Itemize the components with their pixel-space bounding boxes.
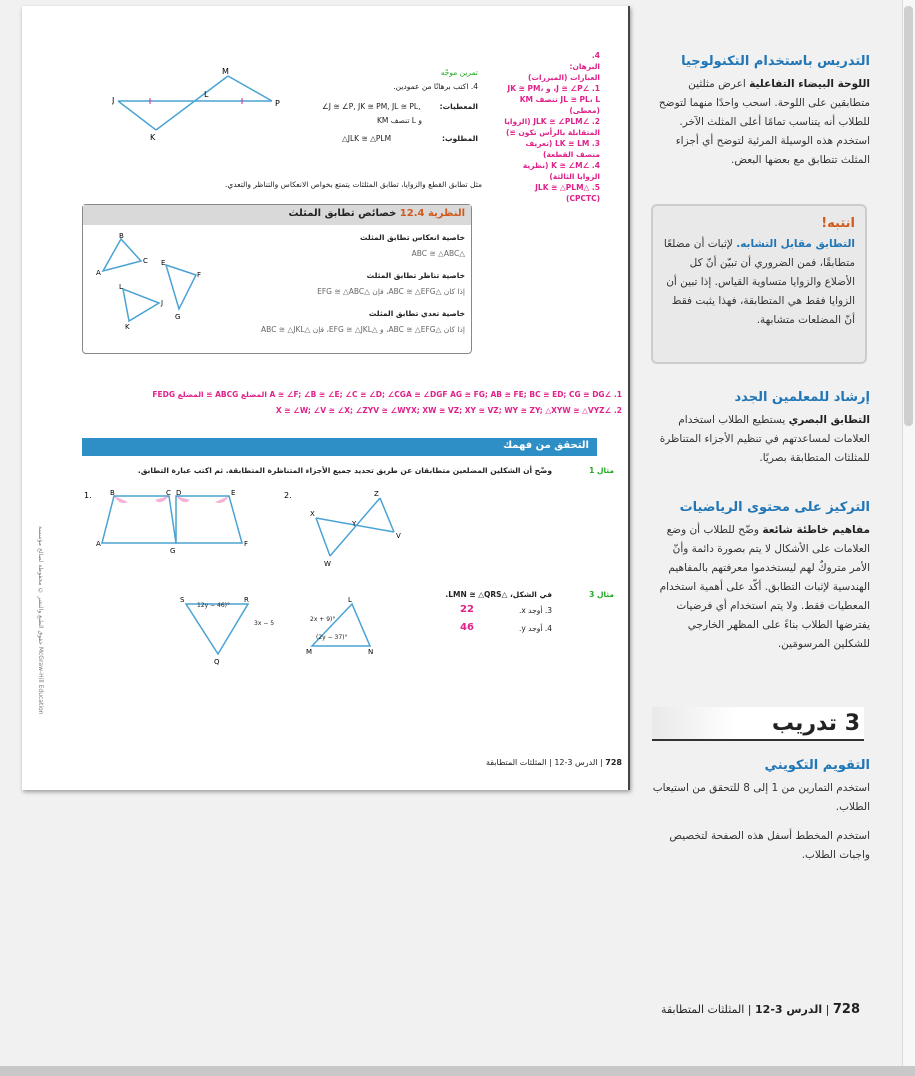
svg-text:J: J <box>112 96 115 105</box>
example-1-label: مثال 1 <box>589 466 614 475</box>
answer-line: 2. ∠JLK ≅ ∠PLM (الزوايا المتقابلة بالرأس تكون ≅) <box>504 117 600 137</box>
example-3-label: مثال 3 <box>589 590 614 599</box>
answer-2: 2. ∠X ≅ ∠W; ∠V ≅ ∠X; ∠ZYV ≅ ∠WYX; XW ≅ VZ; XY ≅ VZ; WY ≅ ZY; △XYW ≅ △VYZ <box>275 406 622 415</box>
page-footer: 728 | الدرس 3-12 | المثلثات المتطابقة <box>661 1002 860 1017</box>
properties-intro: مثل تطابق القطع والزوايا، تطابق المثلثات يتمتع بخواص الانعكاس والتناظر والتعدي. <box>224 180 482 189</box>
svg-text:E: E <box>231 489 236 497</box>
answer-column <box>500 50 600 204</box>
tech-lead: اللوحة البيضاء التفاعلية <box>749 78 870 90</box>
practice-label: تدريب <box>771 711 838 736</box>
svg-text:F: F <box>244 540 249 548</box>
expression-1: 12y − 46)° <box>197 602 231 609</box>
tech-title: التدريس باستخدام التكنولوجيا <box>681 54 870 69</box>
page-number: 728 <box>832 1002 860 1017</box>
property-2-title: خاصية تناظر تطابق المثلث <box>366 271 465 280</box>
focus-body: وضّح للطلاب أن وضع العلامات على الأشكال لا يتم بصورة دائمة وأنّ الأمر متروكٌ لهم ليستخدموا معرفتهم بالمفاهيم الهندسية لإثبات التطابق. أكّد على أهمية استخدام المعطيات فقط. ولا يتم استخدام أي فرضيات يفترضها الطلاب بناءً على المظهر الخارجي للشكلين المرسومَين. <box>659 524 870 650</box>
svg-text:K: K <box>150 133 156 140</box>
svg-text:C: C <box>166 489 171 497</box>
guided-practice-label: تمرين موجّه <box>440 68 478 77</box>
expression-3: 2x + 9)° <box>310 616 336 623</box>
prove-statement: △JLK ≅ △PLM <box>342 134 392 143</box>
svg-text:G: G <box>175 313 181 321</box>
answer-4: 46 <box>460 622 474 633</box>
answer-head-3: العبارات (المبررات) <box>528 73 600 82</box>
key-concept-box <box>82 204 472 354</box>
practice-number: 3 <box>844 711 860 736</box>
svg-text:E: E <box>161 259 166 267</box>
question-4: 4. أوجد y. <box>518 624 552 633</box>
svg-text:P: P <box>275 99 280 108</box>
svg-text:V: V <box>396 532 401 540</box>
answer-3: 22 <box>460 604 474 615</box>
check-understanding-header: التحقق من فهمك <box>82 438 597 456</box>
given-2: و L تنصف KM <box>377 116 422 125</box>
svg-text:X: X <box>310 510 315 518</box>
property-3-title: خاصية تعدي تطابق المثلث <box>368 309 465 318</box>
given-1: ∠J ≅ ∠P, JK ≅ PM, JL ≅ PL, <box>322 102 421 111</box>
property-1-title: خاصية انعكاس تطابق المثلث <box>359 233 465 242</box>
question-3: 3. أوجد x. <box>518 606 552 615</box>
svg-text:Y: Y <box>352 520 357 528</box>
svg-text:Z: Z <box>374 490 379 498</box>
tech-section <box>652 54 870 170</box>
lesson-title: المثلثات المتطابقة <box>661 1003 745 1016</box>
answer-head-1: 4. <box>591 51 600 60</box>
svg-text:L: L <box>348 596 352 604</box>
exercise-4: 4. اكتب برهانًا من عمودين. <box>393 82 478 91</box>
practice-banner <box>652 707 864 741</box>
copyright-text: حقوق الطبع والنشر © محفوظة لصالح مؤسسة McGraw-Hill Education <box>37 526 44 715</box>
svg-text:F: F <box>197 271 202 279</box>
svg-text:B: B <box>110 489 115 497</box>
student-page <box>22 6 630 790</box>
svg-text:K: K <box>125 323 130 329</box>
svg-text:M: M <box>222 68 229 76</box>
svg-text:N: N <box>368 648 374 656</box>
given-label: المعطيات: <box>439 102 478 111</box>
caution-note <box>651 204 867 364</box>
svg-text:2.: 2. <box>284 491 292 500</box>
assess-body-1: استخدم التمارين من 1 إلى 8 للتحقق من استيعاب الطلاب. <box>652 782 870 813</box>
svg-text:L: L <box>204 90 209 99</box>
svg-text:A: A <box>96 269 101 277</box>
svg-text:S: S <box>180 596 185 604</box>
svg-text:J: J <box>161 299 164 307</box>
svg-text:L: L <box>119 283 123 291</box>
assessment-section <box>652 758 870 865</box>
answer-line: 1. ∠J ≅ ∠P، و JK ≅ PM، JL ≅ PL، L تنصف KM (معطى) <box>507 84 600 115</box>
svg-text:R: R <box>244 596 249 604</box>
key-concept-header: النظرية 12.4 خصائص تطابق المثلث <box>83 205 471 225</box>
example-1-text: وضّح أن الشكلين المضلعين متطابقان عن طريق تحديد جميع الأجزاء المتناظرة المتطابقة. ثم اكتب عبارة التطابق. <box>137 466 552 475</box>
assess-body-2: استخدم المخطط أسفل هذه الصفحة لتخصيص واجبات الطلاب. <box>669 830 870 861</box>
svg-text:C: C <box>143 257 148 265</box>
lesson-label: الدرس 3-12 <box>755 1003 823 1016</box>
new-teachers-section <box>652 390 870 468</box>
new-title: إرشاد للمعلمين الجدد <box>734 390 870 405</box>
answer-line: 5. △JLK ≅ △PLM (CPCTC) <box>535 183 600 203</box>
expression-4: (2y − 37)° <box>316 634 348 641</box>
svg-text:M: M <box>306 648 313 656</box>
svg-text:W: W <box>324 560 331 568</box>
note-body: لإثبات أن مضلعًا متطابقًا، فمن الضروري أن تبيّن أنّ كل الأضلاع والزوايا متساوية القياس. إذا تبين أن الزوايا فقط هي المتطابقة، فهذا يثبت فقط أنّ المضلعات متشابهة. <box>663 238 855 326</box>
property-3: إذا كان △ABC ≅ △EFG، و △EFG ≅ △JKL، فإن △ABC ≅ △JKL <box>261 325 465 334</box>
example-3-text: في الشكل، △LMN ≅ △QRS. <box>445 590 552 599</box>
proof-figure <box>112 68 282 140</box>
key-concept-figures <box>91 229 211 329</box>
scrollbar-thumb[interactable] <box>904 6 913 426</box>
svg-text:Q: Q <box>214 658 220 666</box>
answer-line: 4. ∠K ≅ ∠M (نظرية الزوايا الثالثة) <box>522 161 600 181</box>
answer-line: 3. LK ≅ LM (تعريف منصف القطعة) <box>525 139 600 159</box>
prove-label: المطلوب: <box>441 134 478 143</box>
answer-1: 1. ∠A ≅ ∠F; ∠B ≅ ∠E; ∠C ≅ ∠D; ∠CGA ≅ ∠DGF AG ≅ FG; AB ≅ FE; BC ≅ ED; CG ≅ DG المضلع ABCG ≅ المضلع FEDG <box>152 390 622 399</box>
svg-text:B: B <box>119 232 124 240</box>
expression-2: 3x − 5 <box>254 620 275 627</box>
answer-head-2: البرهان: <box>569 62 600 71</box>
svg-text:A: A <box>96 540 101 548</box>
note-lead: التطابق مقابل التشابه. <box>736 238 855 250</box>
assess-title: التقويم التكويني <box>764 758 870 773</box>
focus-lead: مفاهيم خاطئة شائعة <box>762 524 870 536</box>
svg-text:1.: 1. <box>84 491 92 500</box>
svg-text:G: G <box>170 547 176 555</box>
focus-title: التركيز على محتوى الرياضيات <box>679 500 870 515</box>
math-focus-section <box>652 500 870 654</box>
svg-text:D: D <box>176 489 182 497</box>
horizontal-scrollbar[interactable] <box>0 1066 915 1076</box>
inner-footer: 728 | الدرس 3-12 | المثلثات المتطابقة <box>485 758 622 767</box>
example-1-figures <box>84 488 424 578</box>
new-body: يستطيع الطلاب استخدام العلامات لمساعدتهم في تنظيم الأجزاء المتناظرة للمثلثات المتطابقة بصريًا. <box>659 414 870 464</box>
property-1: △ABC ≅ △ABC <box>411 249 465 258</box>
note-title: انتبه! <box>821 216 855 231</box>
property-2: إذا كان △ABC ≅ △EFG، فإن △EFG ≅ △ABC <box>317 287 465 296</box>
tech-body: اعرض مثلثين متطابقين على اللوحة. اسحب واحدًا منهما لتوضح للطلاب أنه يتناسب تمامًا أعلى المثلث الآخر. استخدم هذه الوسيلة المرئية لتوضح أي أجزاء المثلث تتطابق مع بعضها البعض. <box>658 78 870 166</box>
new-lead: التطابق البصري <box>788 414 870 426</box>
